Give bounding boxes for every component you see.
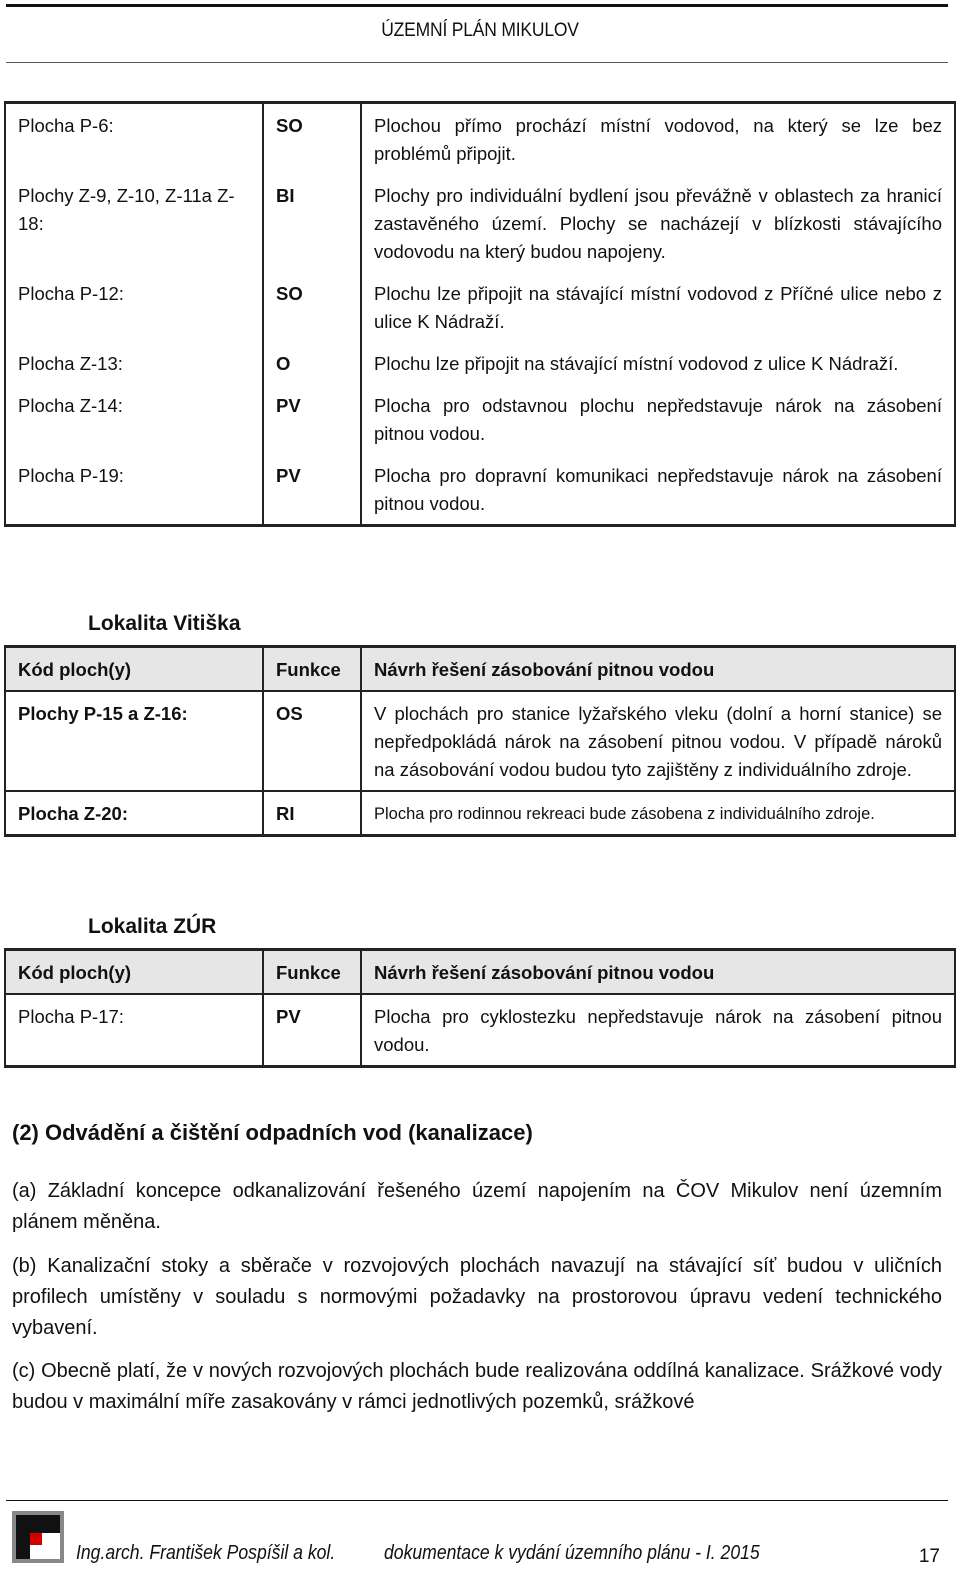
navrh-cell: Plochu lze připojit na stávající místní vodovod z ulice K Nádraží.: [361, 342, 955, 384]
navrh-cell: Plocha pro cyklostezku nepředstavuje nárok na zásobení pitnou vodou.: [361, 994, 955, 1067]
section-heading: (2) Odvádění a čištění odpadních vod (kanalizace): [12, 1120, 533, 1145]
funkce-cell: PV: [263, 384, 361, 454]
column-header-kod: Kód ploch(y): [5, 647, 263, 692]
header-rule: [6, 62, 948, 63]
column-header-kod: Kód ploch(y): [5, 950, 263, 995]
column-header-funkce: Funkce: [263, 647, 361, 692]
paragraph-a: (a) Základní koncepce odkanalizování řešeného území napojením na ČOV Mikulov není územním plánem měněna.: [12, 1180, 942, 1233]
header-rule-top: [6, 4, 948, 7]
navrh-cell: Plochou přímo prochází místní vodovod, na který se lze bez problémů připojit.: [361, 103, 955, 175]
kod-cell: Plocha P-19:: [5, 454, 263, 526]
navrh-cell: Plocha pro odstavnou plochu nepředstavuje nárok na zásobení pitnou vodou.: [361, 384, 955, 454]
kod-cell: Plocha Z-20:: [5, 791, 263, 836]
architect-logo-icon: [12, 1511, 64, 1563]
funkce-cell: SO: [263, 103, 361, 175]
column-header-navrh: Návrh řešení zásobování pitnou vodou: [361, 647, 955, 692]
page-number: 17: [918, 1546, 940, 1567]
navrh-cell: Plocha pro dopravní komunikaci nepředstavuje nárok na zásobení pitnou vodou.: [361, 454, 955, 526]
navrh-cell: V plochách pro stanice lyžařského vleku (dolní a horní stanice) se nepředpokládá nárok na zásobení pitnou vodou. V případě nároků na zásobování vodou budou tyto zajištěny z individuálního zdroje.: [361, 691, 955, 791]
kod-cell: Plocha Z-13:: [5, 342, 263, 384]
footer-author: Ing.arch. František Pospíšil a kol.: [76, 1542, 336, 1564]
lokalita-zur-table: [4, 948, 956, 1068]
kod-cell: Plochy Z-9, Z-10, Z-11a Z-18:: [5, 174, 263, 272]
kod-cell: Plocha P-17:: [5, 994, 263, 1067]
lokalita-vitiska-title: Lokalita Vitiška: [88, 612, 241, 635]
page-header-title: ÚZEMNÍ PLÁN MIKULOV: [381, 20, 579, 41]
kod-cell: Plocha Z-14:: [5, 384, 263, 454]
funkce-cell: BI: [263, 174, 361, 272]
paragraph-c: (c) Obecně platí, že v nových rozvojových plochách bude realizována oddílná kanalizace. Srážkové vody budou v maximální míře zasakovány v rámci jednotlivých pozemků, srážkové: [12, 1360, 942, 1413]
funkce-cell: O: [263, 342, 361, 384]
funkce-cell: SO: [263, 272, 361, 342]
column-header-funkce: Funkce: [263, 950, 361, 995]
funkce-cell: PV: [263, 454, 361, 526]
navrh-cell: Plochy pro individuální bydlení jsou převážně v oblastech za hranicí zastavěného území. Plochy se nacházejí v blízkosti stávajícího vodovodu na který budou napojeny.: [361, 174, 955, 272]
navrh-cell: Plochu lze připojit na stávající místní vodovod z Příčné ulice nebo z ulice K Nádraží.: [361, 272, 955, 342]
funkce-cell: RI: [263, 791, 361, 836]
kod-cell: Plochy P-15 a Z-16:: [5, 691, 263, 791]
funkce-cell: PV: [263, 994, 361, 1067]
navrh-cell: Plocha pro rodinnou rekreaci bude zásobena z individuálního zdroje.: [361, 791, 955, 836]
column-header-navrh: Návrh řešení zásobování pitnou vodou: [361, 950, 955, 995]
footer-rule: [6, 1500, 948, 1501]
water-supply-table: [4, 101, 956, 527]
lokalita-zur-title: Lokalita ZÚR: [88, 915, 217, 938]
funkce-cell: OS: [263, 691, 361, 791]
lokalita-vitiska-table: [4, 645, 956, 837]
footer-document: dokumentace k vydání územního plánu - I. 2015: [384, 1542, 760, 1564]
kod-cell: Plocha P-6:: [5, 103, 263, 175]
paragraph-b: (b) Kanalizační stoky a sběrače v rozvojových plochách navazují na stávající síť budou v uličních profilech umístěny v souladu s normovými požadavky na prostorovou úpravu vedení technického vybavení.: [12, 1255, 942, 1339]
kod-cell: Plocha P-12:: [5, 272, 263, 342]
